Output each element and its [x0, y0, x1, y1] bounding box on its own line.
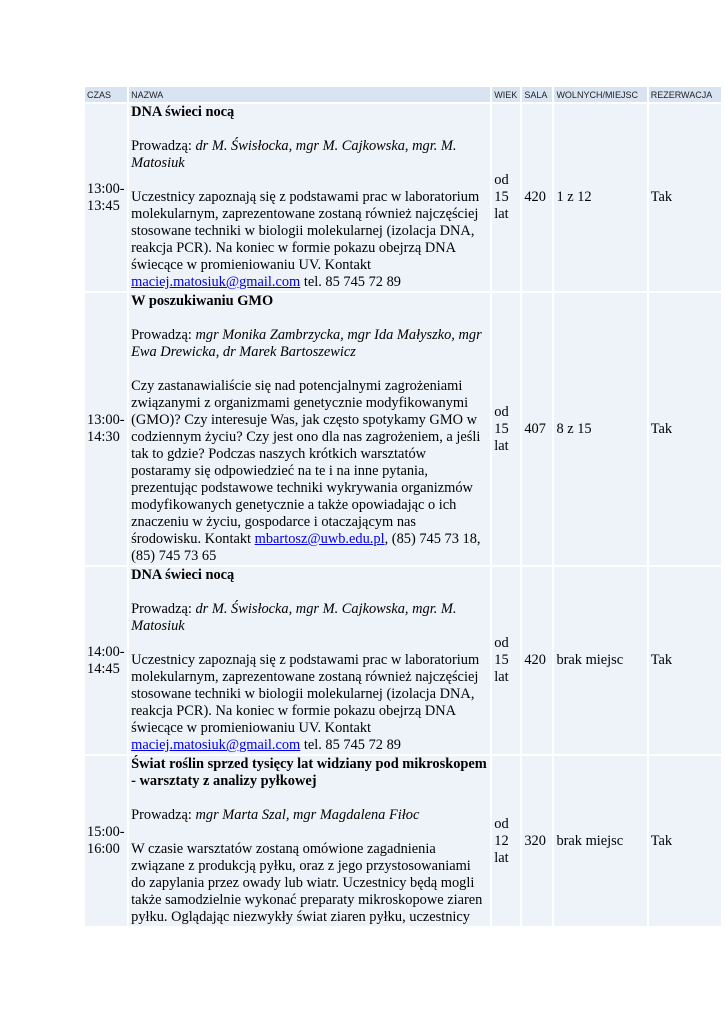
workshop-title: Świat roślin sprzed tysięcy lat widziany pod mikroskopem - warsztaty z analizy pyłkowej [131, 756, 487, 789]
col-header-age: WIEK [492, 87, 520, 102]
workshop-description [131, 841, 488, 926]
table-row [85, 104, 721, 291]
description-text: Uczestnicy zapoznają się z podstawami prac w laboratorium molekularnym, zaprezentowane zostaną również najczęściej stosowane techniki w biologii molekularnej (izolacja DNA, reakcja PCR). Na koniec w formie pokazu obejrzą DNA świecące w promieniowaniu UV. Kontakt [131, 652, 480, 736]
cell-room: 420 [522, 104, 552, 291]
schedule-sheet [83, 85, 721, 928]
workshop-leaders [131, 601, 488, 635]
cell-name [129, 293, 490, 565]
leaders-names: mgr Monika Zambrzycka, mgr Ida Małyszko, mgr Ewa Drewicka, dr Marek Bartoszewicz [131, 327, 482, 360]
cell-time: 13:00-13:45 [85, 104, 127, 291]
col-header-room: SALA [522, 87, 552, 102]
cell-room: 420 [522, 567, 552, 754]
cell-name [129, 756, 490, 926]
workshop-leaders [131, 327, 488, 361]
cell-reservation: Tak [649, 756, 721, 926]
cell-room: 320 [522, 756, 552, 926]
cell-time: 14:00-14:45 [85, 567, 127, 754]
workshop-leaders [131, 138, 488, 172]
header-row [85, 87, 721, 102]
workshop-leaders [131, 807, 488, 824]
cell-time: 15:00-16:00 [85, 756, 127, 926]
cell-free: brak miejsc [554, 567, 646, 754]
leaders-label: Prowadzą: [131, 138, 192, 154]
col-header-name: NAZWA [129, 87, 490, 102]
leaders-names: dr M. Świsłocka, mgr M. Cajkowska, mgr. M. Matosiuk [131, 601, 457, 634]
workshop-description [131, 652, 488, 754]
cell-age: od 15 lat [492, 104, 520, 291]
leaders-label: Prowadzą: [131, 601, 192, 617]
cell-room: 407 [522, 293, 552, 565]
description-text: Uczestnicy zapoznają się z podstawami prac w laboratorium molekularnym, zaprezentowane zostaną również najczęściej stosowane techniki w biologii molekularnej (izolacja DNA, reakcja PCR). Na koniec w formie pokazu obejrzą DNA świecące w promieniowaniu UV. Kontakt [131, 189, 480, 273]
cell-age: od 15 lat [492, 567, 520, 754]
cell-time: 13:00-14:30 [85, 293, 127, 565]
cell-reservation: Tak [649, 567, 721, 754]
workshop-title: DNA świeci nocą [131, 567, 235, 583]
contact-email-link[interactable]: mbartosz@uwb.edu.pl [254, 531, 385, 547]
schedule-table [83, 85, 723, 928]
cell-free: 8 z 15 [554, 293, 646, 565]
workshop-description [131, 378, 488, 565]
contact-email-link[interactable]: maciej.matosiuk@gmail.com [131, 737, 301, 753]
leaders-label: Prowadzą: [131, 327, 192, 343]
contact-phone: tel. 85 745 72 89 [300, 274, 401, 290]
cell-free: brak miejsc [554, 756, 646, 926]
col-header-time: CZAS [85, 87, 127, 102]
col-header-reservation: REZERWACJA [649, 87, 721, 102]
table-row [85, 567, 721, 754]
table-row [85, 756, 721, 926]
leaders-names: mgr Marta Szal, mgr Magdalena Fiłoc [195, 807, 420, 823]
workshop-title: W poszukiwaniu GMO [131, 293, 274, 309]
description-text: W czasie warsztatów zostaną omówione zagadnienia związane z produkcją pyłku, oraz z jego przystosowaniami do zapylania przez owady lub wiatr. Uczestnicy będą mogli także samodzielnie wykonać preparaty mikroskopowe ziaren pyłku. Oglądając niezwykły świat ziaren pyłku, uczestnicy [131, 841, 483, 925]
contact-phone: , (85) 745 73 18, (85) 745 73 65 [131, 531, 481, 564]
cell-age: od 12 lat [492, 756, 520, 926]
description-text: Czy zastanawialiście się nad potencjalnymi zagrożeniami związanymi z organizmami genetycznie modyfikowanymi (GMO)? Czy interesuje Was, jak często spotykamy GMO w codziennym życiu? Czy jest ono dla nas zagrożeniem, a jeśli tak to gdzie? Podczas naszych krótkich warsztatów postaramy się odpowiedzieć na te i na inne pytania, prezentując podstawowe techniki wykrywania organizmów modyfikowanych genetycznie a także opowiadając o ich znaczeniu w życiu, gospodarce i otaczającym nas środowisku. Kontakt [131, 378, 481, 547]
cell-reservation: Tak [649, 293, 721, 565]
workshop-description [131, 189, 488, 291]
cell-name [129, 567, 490, 754]
contact-email-link[interactable]: maciej.matosiuk@gmail.com [131, 274, 301, 290]
cell-reservation: Tak [649, 104, 721, 291]
table-row [85, 293, 721, 565]
leaders-names: dr M. Świsłocka, mgr M. Cajkowska, mgr. M. Matosiuk [131, 138, 457, 171]
col-header-free: WOLNYCH/MIEJSC [554, 87, 646, 102]
cell-free: 1 z 12 [554, 104, 646, 291]
contact-phone: tel. 85 745 72 89 [300, 737, 401, 753]
workshop-title: DNA świeci nocą [131, 104, 235, 120]
cell-name [129, 104, 490, 291]
leaders-label: Prowadzą: [131, 807, 192, 823]
cell-age: od 15 lat [492, 293, 520, 565]
